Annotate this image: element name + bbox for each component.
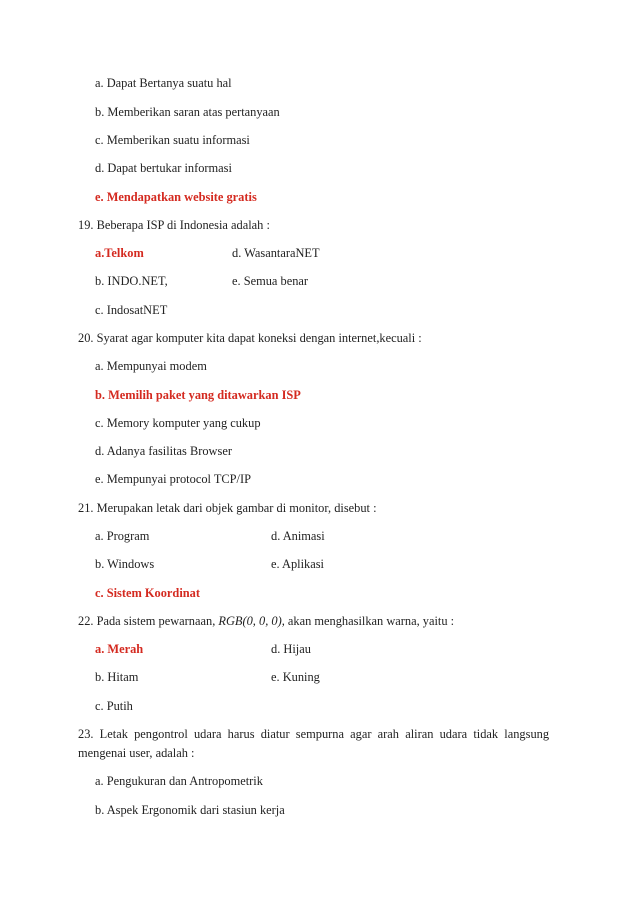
q20-option-d: d. Adanya fasilitas Browser — [95, 444, 232, 458]
q22-text-after: akan menghasilkan warna, yaitu : — [284, 614, 455, 628]
q19-option-e: e. Semua benar — [232, 274, 309, 288]
question-20: 20. Syarat agar komputer kita dapat koneksi dengan internet,kecuali : — [78, 331, 422, 345]
q21-option-b: b. Windows — [95, 557, 155, 571]
prev-option-d: d. Dapat bertukar informasi — [95, 161, 232, 175]
question-19: 19. Beberapa ISP di Indonesia adalah : — [78, 218, 270, 232]
q22-option-a-answer: a. Merah — [95, 642, 144, 656]
q19-option-b: b. INDO.NET, — [95, 274, 168, 288]
q20-option-c: c. Memory komputer yang cukup — [95, 416, 261, 430]
q21-option-d: d. Animasi — [271, 529, 325, 543]
prev-option-e-answer: e. Mendapatkan website gratis — [95, 190, 257, 204]
q20-option-a: a. Mempunyai modem — [95, 359, 207, 373]
q22-option-c: c. Putih — [95, 699, 133, 713]
q23-option-a: a. Pengukuran dan Antropometrik — [95, 774, 263, 788]
question-23-line2: mengenai user, adalah : — [78, 746, 195, 760]
q21-option-e: e. Aplikasi — [271, 557, 324, 571]
q21-option-a: a. Program — [95, 529, 150, 543]
q19-option-d: d. WasantaraNET — [232, 246, 320, 260]
q19-option-a-answer: a.Telkom — [95, 246, 144, 260]
q20-option-e: e. Mempunyai protocol TCP/IP — [95, 472, 252, 486]
q22-option-e: e. Kuning — [271, 670, 320, 684]
q19-option-c: c. IndosatNET — [95, 303, 168, 317]
q22-text-italic: RGB(0, 0, 0), — [218, 614, 285, 628]
q23-option-b: b. Aspek Ergonomik dari stasiun kerja — [95, 803, 285, 817]
question-23-line1: 23. Letak pengontrol udara harus diatur sempurna agar arah aliran udara tidak langsung — [78, 727, 550, 741]
question-22 — [78, 613, 454, 629]
prev-option-a: a. Dapat Bertanya suatu hal — [95, 76, 232, 90]
prev-option-b: b. Memberikan saran atas pertanyaan — [95, 105, 280, 119]
q22-option-b: b. Hitam — [95, 670, 139, 684]
question-21: 21. Merupakan letak dari objek gambar di monitor, disebut : — [78, 501, 377, 515]
q22-option-d: d. Hijau — [271, 642, 311, 656]
prev-option-c: c. Memberikan suatu informasi — [95, 133, 250, 147]
q22-text-before: 22. Pada sistem pewarnaan, — [78, 614, 219, 628]
q21-option-c-answer: c. Sistem Koordinat — [95, 586, 200, 600]
q20-option-b-answer: b. Memilih paket yang ditawarkan ISP — [95, 388, 301, 402]
